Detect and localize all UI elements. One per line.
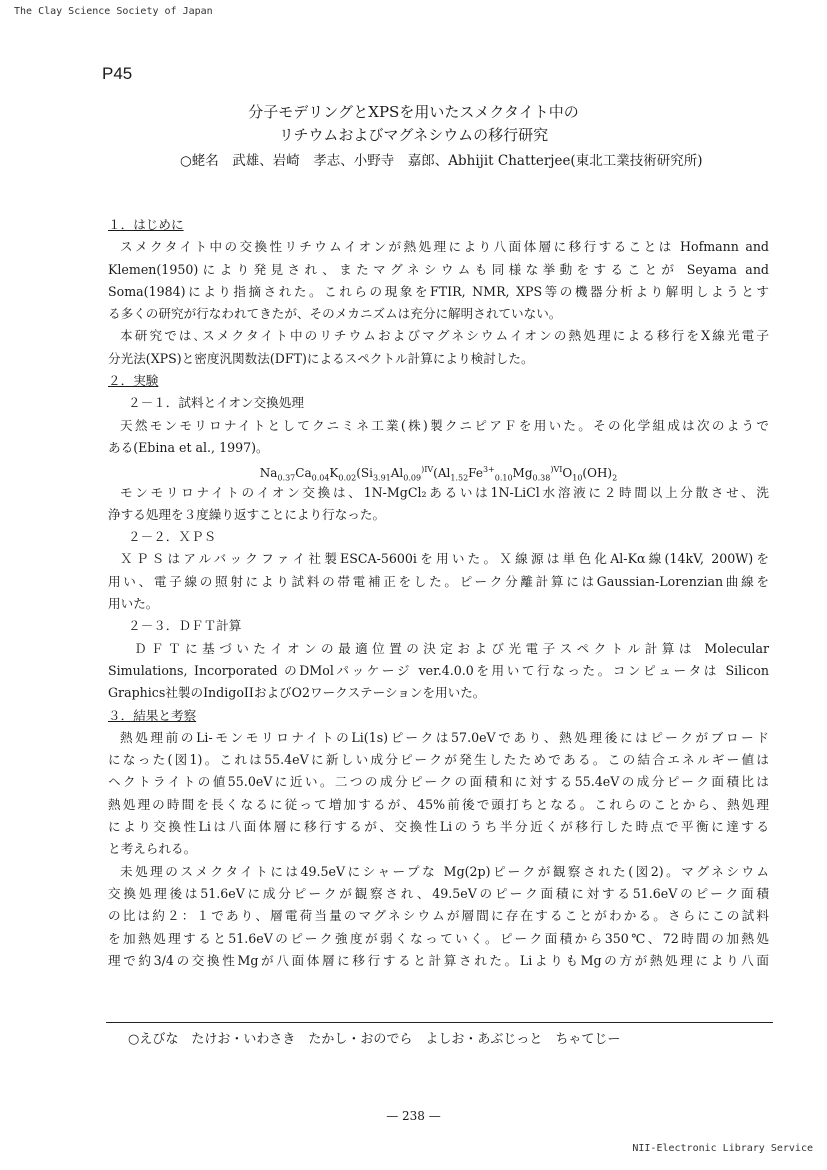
paragraph-line: 熱処理前のLi-モンモリロナイトのLi(1s)ピークは57.0eVであり、熱処理後にはピークがブロード <box>120 729 769 745</box>
paragraph-line: の比は約２：１であり、層電荷当量のマグネシウムが層間に存在することがわかる。さらにこの試料 <box>108 908 769 924</box>
paragraph-line: る多くの研究が行なわれてきたが、そのメカニズムは充分に解明されていない。 <box>108 306 562 322</box>
chemical-formula: $Na_{0.37}Ca_{0.04}K_{0.02}(Si_{3.91}Al_{0.09}^{)IV}(Al_{1.52}Fe^{3+}_{0.10}Mg_{0.38}^{)VI}O_{10}(OH)_2$ <box>259 465 618 482</box>
paper-title-line-1: 分子モデリングとXPSを用いたスメクタイト中の <box>248 103 579 121</box>
paragraph-line: 用い、電子線の照射により試料の帯電補正をした。ピーク分離計算にはGaussian-Lorenzian曲線を <box>108 573 769 589</box>
section-heading-experiment: ２．実験 <box>108 373 159 389</box>
paper-body <box>108 214 769 972</box>
paragraph-line: Simulations, Incorporated のDMolパッケージ ver.4.0.0を用いて行なった。コンピュータは Silicon <box>108 662 769 678</box>
paragraph-line: ヘクトライトの値55.0eVに近い。二つの成分ピークの面積和に対する55.4eVの成分ピーク面積比は <box>108 774 769 790</box>
paragraph-line: になった(図1)。これは55.4eVに新しい成分ピークが発生したためである。この結合エネルギー値は <box>108 752 769 768</box>
paragraph-line: により交換性Liは八面体層に移行するが、交換性Liのうち半分近くが移行した時点で平衡に達する <box>108 819 769 835</box>
section-heading-introduction: １．はじめに <box>108 217 184 232</box>
subsection-heading: ２－３．ＤＦＴ計算 <box>128 618 242 634</box>
paragraph-line: ある(Ebina et al., 1997)。 <box>108 439 269 455</box>
paper-title-line-2: リチウムおよびマグネシウムの移行研究 <box>278 126 549 144</box>
subsection-heading: ２－１．試料とイオン交換処理 <box>128 395 304 411</box>
author-reading: ○えびな たけお・いわさき たかし・おのでら よしお・あぶじっと ちゃてじー <box>128 1032 621 1047</box>
paragraph-line: スメクタイト中の交換性リチウムイオンが熱処理により八面体層に移行することは Hofmann and <box>120 239 769 255</box>
paragraph-line: を加熱処理すると51.6eVのピーク強度が弱くなっていく。ピーク面積から350℃、72時間の加熱処 <box>108 930 769 946</box>
library-footer: NII-Electronic Library Service <box>632 1143 813 1154</box>
paper-id: P45 <box>102 64 133 83</box>
paragraph-line: 交換処理後は51.6eVに成分ピークが観察され、49.5eVのピーク面積に対する51.6eVのピーク面積 <box>108 885 769 901</box>
paragraph-line: 熱処理の時間を長くなるに従って増加するが、45%前後で頭打ちとなる。これらのことから、熱処理 <box>108 796 769 812</box>
subsection-heading: ２－２．ＸＰＳ <box>128 529 217 545</box>
paragraph-line: 理で約3/4の交換性Mgが八面体層に移行すると計算された。LiよりもMgの方が熱処理により八面 <box>108 952 769 968</box>
paragraph-line: Soma(1984)により指摘された。これらの現象をFTIR, NMR, XPS等の機器分析より解明しようとす <box>108 283 769 299</box>
page-number: — 238 — <box>386 1109 441 1123</box>
paragraph-line: ＤＦＴに基づいたイオンの最適位置の決定および光電子スペクトル計算は Molecular <box>134 640 769 656</box>
paragraph-line: Klemen(1950)により発見され、またマグネシウムも同様な挙動をすることが Seyama and <box>108 261 769 277</box>
section-heading-results: ３．結果と考察 <box>108 707 197 723</box>
paragraph-line: 天然モンモリロナイトとしてクニミネ工業(株)製クニピアＦを用いた。その化学組成は次のようで <box>120 417 769 433</box>
paragraph-line: モンモリロナイトのイオン交換は、1N-MgCl₂あるいは1N-LiCl水溶液に２時間以上分散させ、洗 <box>120 484 769 500</box>
paragraph-line: Graphics社製のIndigoIIおよびO2ワークステーションを用いた。 <box>108 685 486 701</box>
paragraph-line: ＸＰＳはアルバックファイ社製ESCA-5600iを用いた。Ｘ線源は単色化Al-Kα線(14kV, 200W)を <box>120 551 769 567</box>
footnote-divider <box>106 1022 773 1023</box>
paragraph-line: と考えられる。 <box>108 841 197 857</box>
society-header: The Clay Science Society of Japan <box>14 6 213 17</box>
paragraph-line: 浄する処理を３度繰り返すことにより行なった。 <box>108 506 386 522</box>
authors: ○蛯名 武雄、岩崎 孝志、小野寺 嘉郎、Abhijit Chatterjee(東北工業技術研究所) <box>180 153 703 169</box>
paragraph-line: 用いた。 <box>108 596 159 612</box>
paragraph-line: 未処理のスメクタイトには49.5eVにシャープな Mg(2p)ピークが観察された(図2)。マグネシウム <box>120 863 769 879</box>
paragraph-line: 分光法(XPS)と密度汎関数法(DFT)によるスペクトル計算により検討した。 <box>108 350 534 366</box>
paragraph-line: 本研究では､スメクタイト中のリチウムおよびマグネシウムイオンの熱処理による移行をX線光電子 <box>120 328 769 344</box>
